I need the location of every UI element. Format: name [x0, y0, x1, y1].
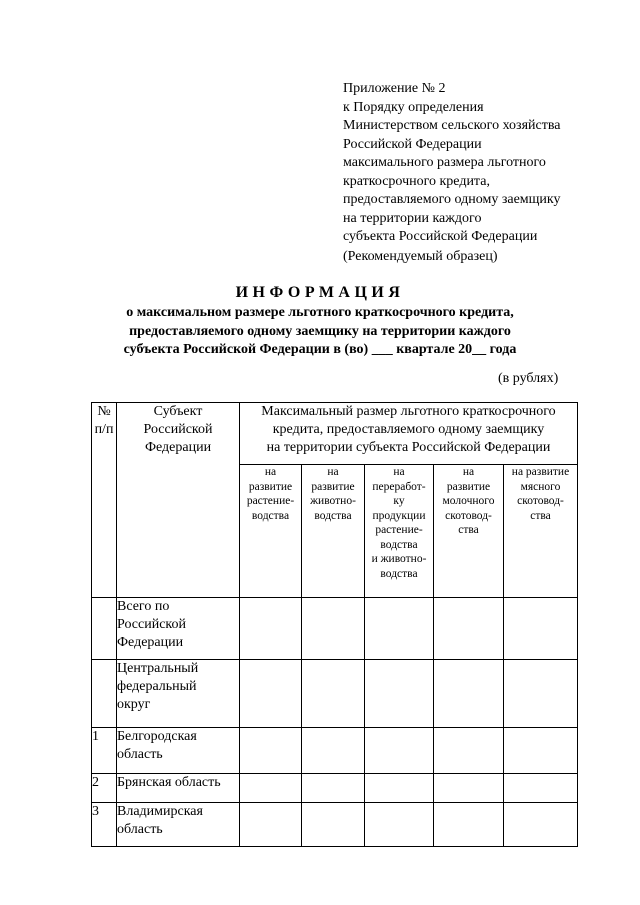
value-cell[interactable] — [365, 774, 434, 803]
appendix-line: на территории каждого — [343, 210, 482, 226]
subheader-dairy: на развитие молочного скотовод- ства — [434, 465, 504, 598]
header-subject: Субъект Российской Федерации — [117, 403, 240, 598]
row-number: 3 — [92, 803, 117, 847]
value-cell[interactable] — [434, 803, 504, 847]
value-cell[interactable] — [504, 660, 578, 728]
sample-note: (Рекомендуемый образец) — [343, 249, 498, 264]
row-subject: Всего по Российской Федерации — [117, 598, 240, 660]
row-number — [92, 660, 117, 728]
value-cell[interactable] — [434, 728, 504, 774]
value-cell[interactable] — [302, 728, 365, 774]
info-table — [91, 402, 578, 847]
document-title: ИНФОРМАЦИЯ — [235, 284, 405, 301]
table-row — [92, 728, 578, 774]
subtitle-line: субъекта Российской Федерации в (во) ___ квартале 20__ года — [123, 342, 517, 357]
value-cell[interactable] — [365, 803, 434, 847]
value-cell[interactable] — [240, 660, 302, 728]
value-cell[interactable] — [365, 598, 434, 660]
row-number: 2 — [92, 774, 117, 803]
appendix-line: Российской Федерации — [343, 136, 482, 152]
header-number: № п/п — [92, 403, 117, 598]
appendix-line: к Порядку определения — [343, 99, 484, 115]
row-subject: Белгородская область — [117, 728, 240, 774]
table-row — [92, 660, 578, 728]
subtitle-line: предоставляемого одному заемщику на территории каждого — [129, 323, 511, 339]
subheader-processing: на переработ- ку продукции растение- водства и животно- водства — [365, 465, 434, 598]
value-cell[interactable] — [302, 598, 365, 660]
appendix-line: максимального размера льготного — [343, 155, 546, 170]
value-cell[interactable] — [240, 774, 302, 803]
value-cell[interactable] — [302, 774, 365, 803]
subheader-livestock: на развитие животно- водства — [302, 465, 365, 598]
value-cell[interactable] — [365, 728, 434, 774]
appendix-line: Министерством сельского хозяйства — [343, 118, 561, 133]
table-header-row — [92, 403, 578, 465]
appendix-line: краткосрочного кредита, — [343, 173, 490, 189]
table-row — [92, 803, 578, 847]
row-subject: Владимирская область — [117, 803, 240, 847]
row-number — [92, 598, 117, 660]
value-cell[interactable] — [504, 598, 578, 660]
header-max-credit: Максимальный размер льготного краткосрочного кредита, предоставляемого одному заемщику на территории субъекта Российской Федерации — [240, 403, 578, 465]
value-cell[interactable] — [504, 728, 578, 774]
subheader-beef: на развитие мясного скотовод- ства — [504, 465, 578, 598]
appendix-line: предоставляемого одному заемщику — [343, 192, 561, 207]
subheader-crop: на развитие растение- водства — [240, 465, 302, 598]
value-cell[interactable] — [240, 728, 302, 774]
row-subject: Центральный федеральный округ — [117, 660, 240, 728]
value-cell[interactable] — [434, 774, 504, 803]
table-row — [92, 598, 578, 660]
value-cell[interactable] — [434, 598, 504, 660]
document-subtitle — [0, 304, 640, 360]
table-row — [92, 774, 578, 803]
value-cell[interactable] — [504, 774, 578, 803]
subtitle-line: о максимальном размере льготного краткосрочного кредита, — [126, 305, 514, 320]
value-cell[interactable] — [504, 803, 578, 847]
row-number: 1 — [92, 728, 117, 774]
appendix-block — [343, 80, 561, 247]
value-cell[interactable] — [240, 598, 302, 660]
value-cell[interactable] — [240, 803, 302, 847]
units-note: (в рублях) — [498, 371, 559, 386]
value-cell[interactable] — [302, 803, 365, 847]
appendix-line: Приложение № 2 — [343, 81, 446, 96]
value-cell[interactable] — [365, 660, 434, 728]
appendix-line: субъекта Российской Федерации — [343, 229, 538, 244]
value-cell[interactable] — [434, 660, 504, 728]
value-cell[interactable] — [302, 660, 365, 728]
row-subject: Брянская область — [117, 774, 240, 803]
